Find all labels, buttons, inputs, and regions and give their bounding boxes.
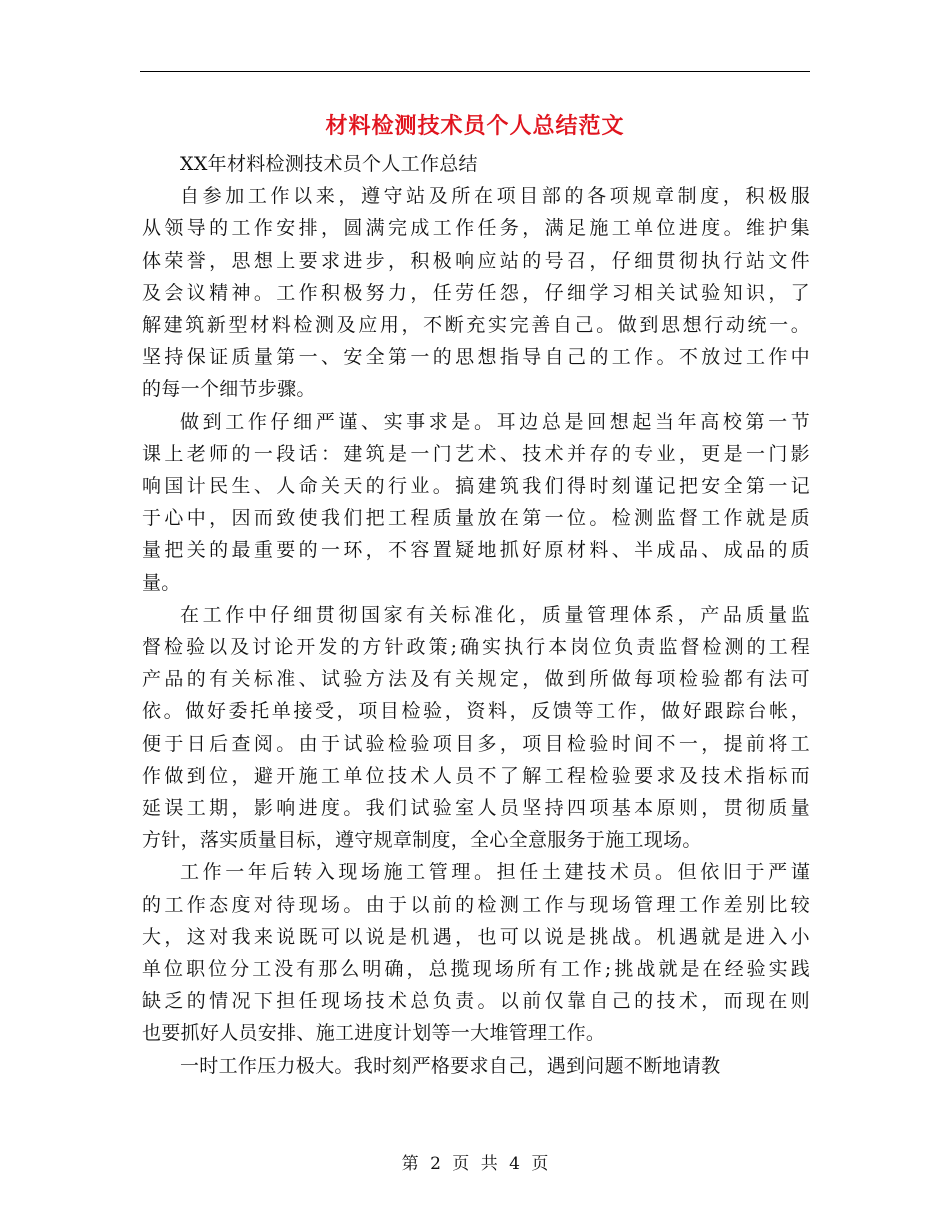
paragraph-line: 也要抓好人员安排、施工进度计划等一大堆管理工作。 (142, 1022, 606, 1045)
document-subtitle (142, 148, 810, 180)
paragraph-line: 从领导的工作安排，圆满完成工作任务，满足施工单位进度。维护集 (142, 217, 810, 240)
body-paragraph (142, 1050, 810, 1082)
paragraph-line: 产品的有关标准、试验方法及有关规定，做到所做每项检验都有法可 (142, 668, 810, 691)
paragraph-list (142, 180, 810, 1082)
paragraph-line: 课上老师的一段话：建筑是一门艺术、技术并存的专业，更是一门影 (142, 442, 810, 465)
paragraph-line: 在工作中仔细贯彻国家有关标准化，质量管理体系，产品质量监 (180, 603, 810, 626)
body-paragraph (142, 599, 810, 857)
paragraph-line: 量。 (142, 571, 181, 594)
paragraph-line: 单位职位分工没有那么明确，总揽现场所有工作;挑战就是在经验实践 (142, 958, 810, 981)
page-footer (0, 1152, 950, 1176)
paragraph-line: 的每一个细节步骤。 (142, 378, 316, 401)
paragraph-line: 督检验以及讨论开发的方针政策;确实执行本岗位负责监督检测的工程 (142, 636, 810, 659)
paragraph-line: 做到工作仔细严谨、实事求是。耳边总是回想起当年高校第一节 (180, 410, 810, 433)
paragraph-line: 及会议精神。工作积极努力，任劳任怨，仔细学习相关试验知识，了 (142, 281, 810, 304)
document-title: 材料检测技术员个人总结范文 (325, 113, 625, 139)
body-paragraph (142, 856, 810, 1049)
paragraph-line: 坚持保证质量第一、安全第一的思想指导自己的工作。不放过工作中 (142, 346, 810, 369)
paragraph-line: 依。做好委托单接受，项目检验，资料，反馈等工作，做好跟踪台帐， (142, 700, 810, 723)
paragraph-line: 解建筑新型材料检测及应用，不断充实完善自己。做到思想行动统一。 (142, 314, 810, 337)
paragraph-line: 的工作态度对待现场。由于以前的检测工作与现场管理工作差别比较 (142, 893, 810, 916)
body-paragraph (142, 406, 810, 599)
paragraph-line: 自参加工作以来，遵守站及所在项目部的各项规章制度，积极服 (180, 185, 810, 208)
subtitle-text: XX年材料检测技术员个人工作总结 (180, 153, 478, 175)
paragraph-line: 响国计民生、人命关天的行业。搞建筑我们得时刻谨记把安全第一记 (142, 475, 810, 498)
paragraph-line: 缺乏的情况下担任现场技术总负责。以前仅靠自己的技术，而现在则 (142, 990, 810, 1013)
paragraph-line: 于心中，因而致使我们把工程质量放在第一位。检测监督工作就是质 (142, 507, 810, 530)
paragraph-line: 工作一年后转入现场施工管理。担任土建技术员。但依旧于严谨 (180, 861, 810, 884)
paragraph-line: 作做到位，避开施工单位技术人员不了解工程检验要求及技术指标而 (142, 764, 810, 787)
body-paragraph (142, 180, 810, 405)
paragraph-line: 便于日后查阅。由于试验检验项目多，项目检验时间不一，提前将工 (142, 732, 810, 755)
header-rule (140, 71, 810, 72)
page-number-label: 第 2 页 共 4 页 (401, 1154, 549, 1174)
paragraph-line: 方针，落实质量目标，遵守规章制度，全心全意服务于施工现场。 (142, 829, 702, 852)
paragraph-line: 体荣誉，思想上要求进步，积极响应站的号召，仔细贯彻执行站文件 (142, 249, 810, 272)
document-body (142, 148, 810, 1082)
paragraph-line: 一时工作压力极大。我时刻严格要求自己，遇到问题不断地请教 (180, 1054, 721, 1077)
paragraph-line: 大，这对我来说既可以说是机遇，也可以说是挑战。机遇就是进入小 (142, 925, 810, 948)
paragraph-line: 延误工期，影响进度。我们试验室人员坚持四项基本原则，贯彻质量 (142, 797, 810, 820)
paragraph-line: 量把关的最重要的一环，不容置疑地抓好原材料、半成品、成品的质 (142, 539, 810, 562)
